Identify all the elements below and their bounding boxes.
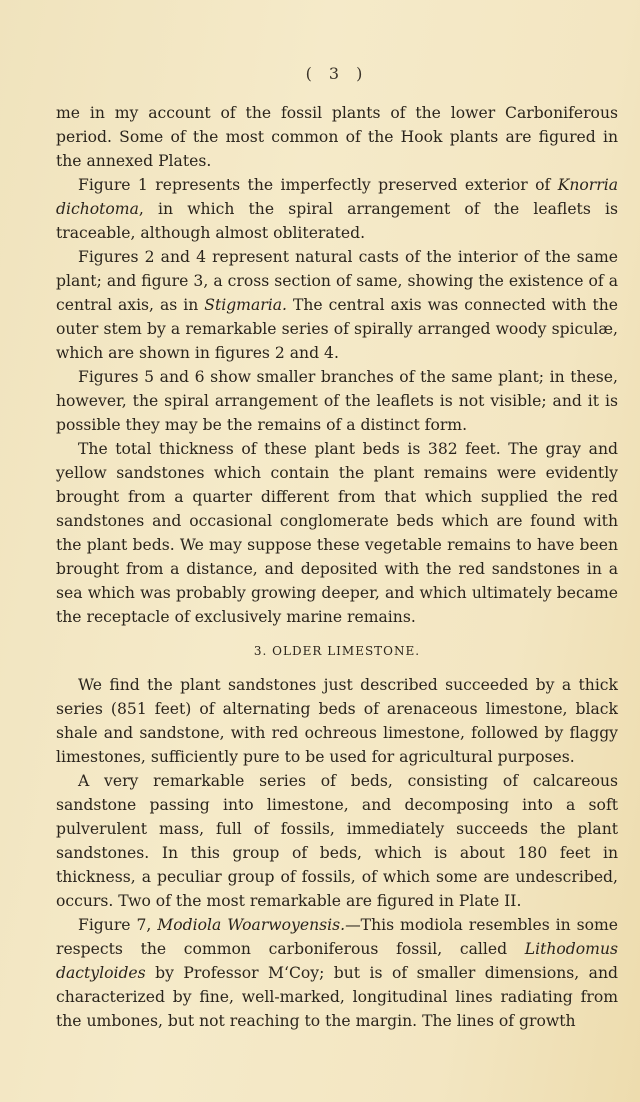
paragraph-calcareous-beds [56,769,618,913]
text-span: , in which the spiral arrangement of the leaflets is traceable, although almost obliterated. [56,200,618,242]
paragraph-figure-7 [56,913,618,1033]
paragraph-thickness: The total thickness of these plant beds is 382 feet. The gray and yellow sandstones which contain the plant remains were evidently brought from a quarter different from that which supplied the red sandstones and occasional conglomerate beds which are found with the plant beds. We may suppose these vegetable remains to have been brought from a distance, and deposited with the red sandstones in a sea which was probably growing deeper, and which ultimately became the receptacle of exclusively marine remains. [56,440,618,626]
species-name-modiola: Modiola Woarwoyensis. [157,916,346,934]
species-name-lithodomus: Lithodomus dactyloides [56,940,618,982]
plate-reference: II. [504,892,522,910]
section-heading: 3. OLDER LIMESTONE. [253,644,421,658]
paragraph-limestone-series: We find the plant sandstones just described succeeded by a thick series (851 feet) of alternating beds of arenaceous limestone, black shale and sandstone, with red ochreous limestone, followed by flaggy limestones, sufficiently pure to be used for agricultural purposes. [56,676,618,766]
text-span: —This modiola resembles in some respects the common carboniferous fossil, called [56,916,618,958]
text-span: by Professor M‘Coy; but is of smaller dimensions, and characterized by fine, well-marked, longitudinal lines radiating from the umbones, but not reaching to the margin. The lines of growth [56,964,618,1030]
genus-name-stigmaria: Stigmaria. [204,296,287,314]
paragraph-figures-2-4 [56,245,618,365]
text-span: Figure 7, [78,916,158,934]
paragraph-1: me in my account of the fossil plants of the lower Carboniferous period. Some of the most common of the Hook plants are figured in the annexed Plates. [56,104,618,170]
text-span: A very remarkable series of beds, consisting of calcareous sandstone passing into limestone, and decomposing into a soft pulverulent mass, full of fossils, immediately succeeds the plant sandstones. In this group of beds, which is about 180 feet in thickness, a peculiar group of fossils, of which some are undescribed, occurs. Two of the most remarkable are figured in Plate [56,772,618,910]
text-span: Figures 2 and 4 represent natural casts of the interior of the same plant; and figure 3, a cross section of same, showing the existence of a central axis, as in [56,248,618,314]
species-name-knorria: Knorria dichotoma [56,176,618,218]
paragraph-figures-5-6: Figures 5 and 6 show smaller branches of the same plant; in these, however, the spiral arrangement of the leaflets is not visible; and it is possible they may be the remains of a distinct form. [56,368,618,434]
document-page [56,64,618,1033]
paragraph-figure-1 [56,173,618,245]
text-span: The central axis was connected with the outer stem by a remarkable series of spirally arranged woody spiculæ, which are shown in figures 2 and 4. [56,296,618,362]
page-number: ( 3 ) [305,64,369,83]
text-span: Figure 1 represents the imperfectly preserved exterior of [78,176,558,194]
